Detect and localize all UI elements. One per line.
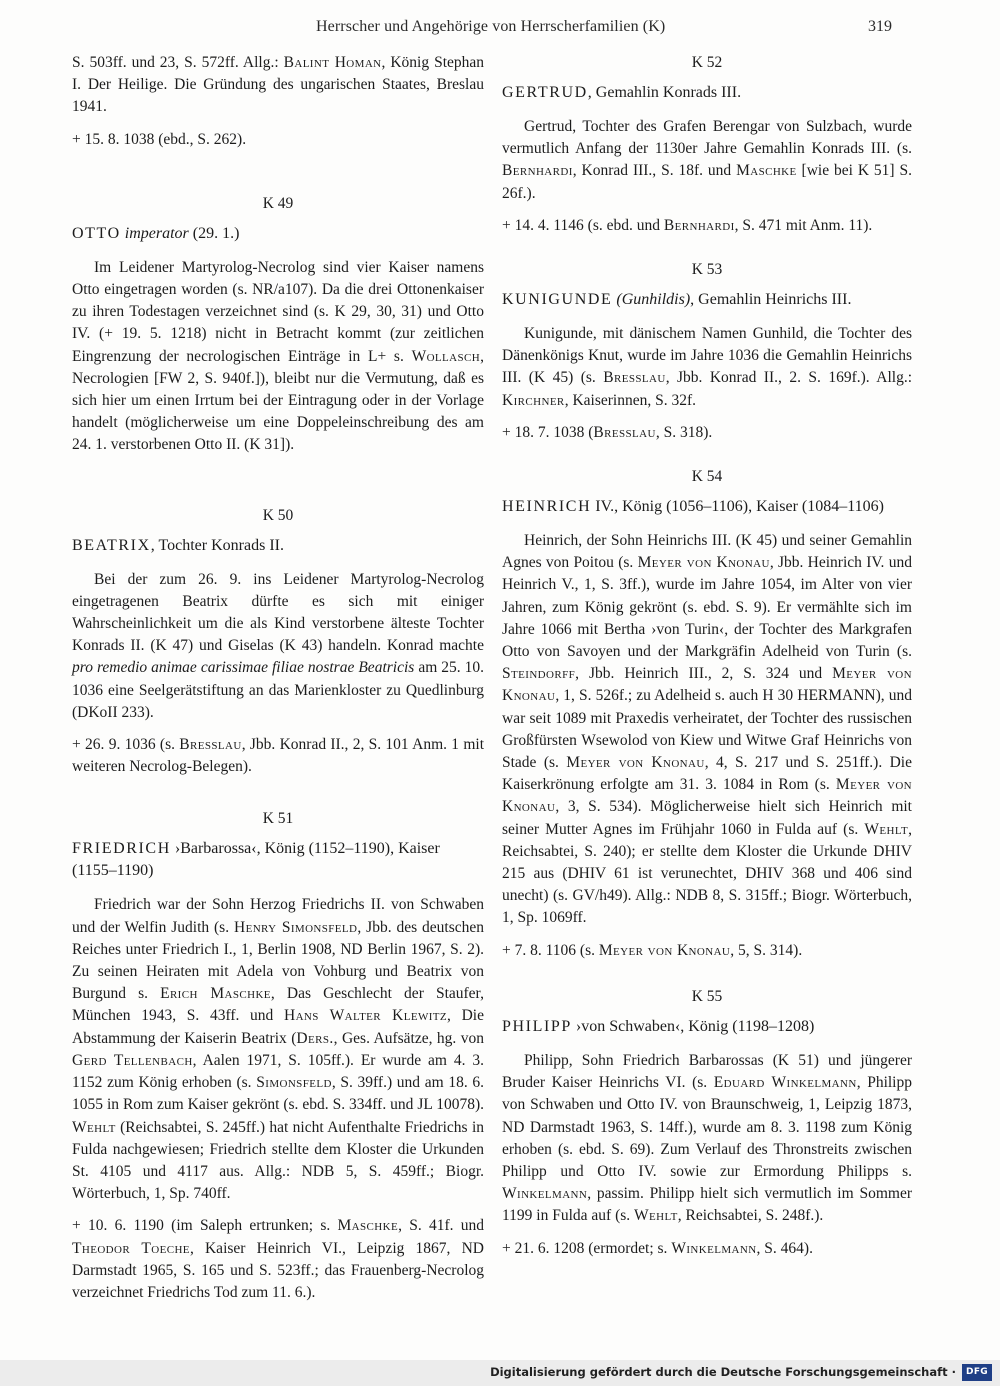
author-name: Meyer von Knonau <box>598 941 731 959</box>
text-run: Philipp, Sohn Friedrich Barbarossas (K 51) und jüngerer Bruder Kaiser Heinrichs VI. (s. <box>502 1051 912 1092</box>
text-run: Gertrud, Tochter des Grafen Berengar von Sulzbach, wurde vermutlich Anfang der 1130er Jahre Gemahlin Konrads III. (s. <box>502 118 912 158</box>
text-run: + 18. 7. 1038 ( <box>502 423 594 441</box>
entry-title-italic: (Gunhildis) <box>616 291 691 309</box>
author-name: Bernhardi <box>502 162 573 180</box>
entry-id-k49: K 49 <box>262 194 294 212</box>
text-run: + 14. 4. 1146 (s. ebd. und <box>502 216 664 234</box>
text-run: Kunigunde, mit dänischem Namen Gunhild, die Tochter des Dänenkönigs Knut, wurde im Jahre 1036 die Gemahlin Heinrichs III. (K 45) (s. <box>502 325 912 387</box>
text-run: , 5, S. 314). <box>730 941 803 959</box>
entry-id-k55: K 55 <box>691 987 723 1005</box>
author-name: Wehlt <box>634 1207 678 1225</box>
text-run: , S. 39ff.) und am 18. 6. 1055 in Rom zum Kaiser gekrönt (s. ebd. S. 334ff. und JL 10078). <box>72 1074 484 1114</box>
entry-title: , Tochter Konrads II. <box>150 536 284 554</box>
text-run: Friedrich war der Sohn Herzog Friedrichs II. von Schwaben und der Welfin Judith (s. <box>72 896 484 936</box>
text-run: , S. 318). <box>655 423 713 441</box>
death-date-k55 <box>502 1238 912 1260</box>
death-date: + 15. 8. 1038 (ebd., S. 262). <box>72 130 247 148</box>
text-run: + 21. 6. 1208 (ermordet; s. <box>502 1239 672 1257</box>
entry-name: PHILIPP <box>502 1017 572 1035</box>
entry-body-k54 <box>502 530 912 930</box>
text-run: , Jbb. Heinrich III., 2, S. 324 und <box>575 665 833 683</box>
author-name: Wollasch <box>411 347 481 365</box>
text-run: , S. 464). <box>756 1239 813 1257</box>
latin-quote: pro remedio animae carissimae filiae nostrae Beatricis <box>72 659 415 677</box>
author-name: Hans Walter Klewitz <box>283 1007 448 1025</box>
entry-id-k54: K 54 <box>691 468 723 486</box>
author-name: Meyer von Knonau <box>637 554 770 572</box>
entry-body-k50 <box>72 569 484 724</box>
entry-title: ›von Schwaben‹, König (1198–1208) <box>571 1017 815 1035</box>
text-run: , Philipp von Schwaben und Otto IV. von Braunschweig, 1, Leipzig 1873, ND Darmstadt 1963, S. 14ff.), wurde am 8. 3. 1198 zum König erhoben (s. ebd. S. 69). Zum Verlauf des Thronstreits zwischen Philipp und Otto IV. sowie zur Ermordung Philipps s. <box>502 1074 912 1180</box>
entry-title: (29. 1.) <box>188 224 240 242</box>
entry-id-k50: K 50 <box>262 506 294 524</box>
running-header <box>0 14 1000 40</box>
footer-credit: Digitalisierung gefördert durch die Deutsche Forschungsgemeinschaft · <box>490 1365 956 1379</box>
text-run: , Kaiser Heinrich VI., Leipzig 1867, ND Darmstadt 1965, S. 165 und S. 523ff.; das Frauenberg-Necrolog verzeichnet Friedrichs Tod zum 11. 6.). <box>72 1239 484 1301</box>
death-date-k52 <box>502 215 912 237</box>
text-run: , 1, S. 526f.; zu Adelheid s. auch H 30 HERMANN), und war seit 1089 mit Praxedis verheiratet, der Tochter des russischen Großfürsten Wsewolod von Kiew und Witwe Graf Heinrichs von Stade (s. <box>502 687 912 772</box>
author-name: Bernhardi <box>663 216 735 234</box>
author-name: Meyer von Knonau <box>502 665 912 705</box>
author-name: Eduard Winkelmann <box>713 1074 857 1092</box>
entry-heading-k50 <box>72 535 484 557</box>
entry-title: , Gemahlin Konrads III. <box>587 84 742 101</box>
entry-title: ›Barbarossa‹, König (1152–1190), Kaiser (1155–1190) <box>72 840 440 880</box>
entry-title: IV., König (1056–1106), Kaiser (1084–1106) <box>591 498 884 516</box>
author-name: Henry Simonsfeld <box>234 918 358 936</box>
digitization-footer <box>0 1360 1000 1386</box>
text-run: , Jbb. Konrad II., 2. S. 169f.). Allg.: <box>665 369 912 387</box>
text-run: , S. 471 mit Anm. 11). <box>734 216 873 234</box>
entry-title: , Gemahlin Heinrichs III. <box>690 291 852 309</box>
text-run: , Das Geschlecht der Staufer, München 1943, S. 43ff. und <box>72 985 484 1025</box>
entry-body-k51 <box>72 894 484 1205</box>
entry-name: GERTRUD <box>502 84 588 101</box>
dfg-logo-icon: DFG <box>962 1364 992 1381</box>
entry-heading-k52 <box>502 82 912 104</box>
death-date-k50 <box>72 734 484 778</box>
author-name: Winkelmann <box>502 1185 588 1203</box>
entry-id-k52: K 52 <box>691 54 723 71</box>
text-run: , König Stephan I. Der Heilige. Die Gründung des ungarischen Staates, Breslau 1941. <box>72 54 485 116</box>
entry-heading-k49 <box>72 223 484 245</box>
author-name: Steindorff <box>502 665 576 683</box>
entry-id-k53: K 53 <box>691 261 723 279</box>
text-run: , Jbb. Heinrich IV. und Heinrich V., 1, S. 3ff.), wurde im Jahre 1054, im Alter von vier Jahren, zum König gekrönt (s. ebd. S. 9). Er vermählte sich im Jahre 1066 mit Bertha ›von Turin‹, der Tochter des Markgrafen Otto von Savoyen und der Markgräfin Adelheid von Turin (s. <box>502 554 912 661</box>
page-number: 319 <box>868 18 892 35</box>
text-run: , Reichsabtei, S. 248f.). <box>677 1207 824 1225</box>
text-run: + 26. 9. 1036 (s. <box>72 736 180 754</box>
right-column <box>502 52 912 1260</box>
entry-name: FRIEDRICH <box>72 840 171 858</box>
running-title: Herrscher und Angehörige von Herrscherfamilien (K) <box>316 18 666 35</box>
text-run: Im Leidener Martyrolog-Necrolog sind vier Kaiser namens Otto eingetragen worden (s. NR/a107). Da die drei Ottonenkaiser zu ihren Todestagen verzeichnet sind (s. K 29, 30, 31) und Otto IV. (+ 19. 5. 1218) nicht in Betracht kommt (zur zeitlichen Eingrenzung der necrologischen Einträge in L+ s. <box>72 258 484 365</box>
entry-id-k51: K 51 <box>262 810 294 828</box>
left-column <box>72 52 484 1304</box>
author-name: Wehlt <box>72 1118 116 1136</box>
entry-name: BEATRIX <box>72 536 151 554</box>
author-name: Maschke <box>337 1217 399 1235</box>
entry-body-k53 <box>502 323 912 412</box>
text-run: (Reichsabtei, S. 245ff.) hat nicht Aufenthalte Friedrichs in Fulda nachgewiesen; Friedrich stellte dem Kloster die Urkunden St. 4105 und 4117 aus. Allg.: NDB 5, S. 459ff.; Biogr. Wörterbuch, 1, Sp. 740ff. <box>72 1118 484 1203</box>
entry-title-italic: imperator <box>124 224 189 242</box>
death-date-k54 <box>502 940 912 962</box>
author-name: Ders. <box>296 1029 334 1047</box>
author-name: Simonsfeld <box>256 1074 332 1092</box>
entry-name: KUNIGUNDE <box>502 291 613 309</box>
text-run: [wie bei K 51] S. 26f.). <box>502 162 912 202</box>
text-run: + 10. 6. 1190 (im Saleph ertrunken; s. <box>72 1217 338 1235</box>
text-run: , Necrologien [FW 2, S. 940f.]), bleibt nur die Vermutung, daß es sich hier um einen Irrtum bei der Eintragung oder in der Vorlage handelt (möglicherweise um eine Doppeleinschreibung des am 24. 1. verstorbenen Otto II. (K 31]). <box>72 347 484 454</box>
text-run: + 7. 8. 1106 (s. <box>502 941 599 959</box>
author-name: Balint Homan <box>283 54 382 71</box>
author-name: Maschke <box>736 162 797 180</box>
author-name: Kirchner <box>502 391 565 409</box>
author-name: Bresslau <box>603 369 666 387</box>
author-name: Meyer von Knonau <box>566 754 705 772</box>
text-run: , Reichsabtei, S. 240); er stellte dem Kloster die Urkunde DHIV 215 aus (DHIV 61 ist verunechtet, DHIV 368 und 406 sind unecht) (s. GV/h49). Allg.: NDB 8, S. 315ff.; Biogr. Wörterbuch, 1, Sp. 1069ff. <box>502 820 912 927</box>
death-date-k51 <box>72 1215 484 1304</box>
author-name: Winkelmann <box>671 1239 757 1257</box>
text-run: , Aalen 1971, S. 105ff.). Er wurde am 4. 3. 1152 zum König erhoben (s. <box>72 1051 484 1092</box>
text-run: , passim. Philipp hielt sich vermutlich im Sommer 1199 in Fulda auf (s. <box>502 1185 912 1225</box>
author-name: Gerd Tellenbach <box>72 1051 193 1069</box>
text-run: Bei der zum 26. 9. ins Leidener Martyrolog-Necrolog eingetragenen Beatrix dürfte es sich mit einiger Wahrscheinlichkeit um die als Kind verstorbene älteste Tochter Konrads II. (K 47) und Giselas (K 43) handeln. Konrad machte <box>72 570 484 655</box>
text-run: , S. 41f. und <box>398 1217 484 1235</box>
text-run: , 3, S. 534). Möglicherweise hielt sich Heinrich mit seiner Mutter Agnes im Frühjahr 1060 in Fulda auf (s. <box>502 798 912 838</box>
author-name: Erich Maschke <box>160 985 271 1003</box>
text-run: , Konrad III., S. 18f. und <box>572 162 737 180</box>
text-run: Heinrich, der Sohn Heinrichs III. (K 45) und seiner Gemahlin Agnes von Poitou (s. <box>502 532 912 572</box>
entry-heading-k53 <box>502 289 912 311</box>
entry-name: HEINRICH <box>502 498 592 516</box>
paragraph-continuation <box>72 52 484 119</box>
entry-body-k52 <box>502 116 912 205</box>
entry-body-k55 <box>502 1050 912 1228</box>
text-run: am 25. 10. 1036 eine Seelgerätstiftung an das Marienkloster zu Quedlinburg (DKoII 233). <box>72 659 485 721</box>
text-run: , Ges. Aufsätze, hg. von <box>333 1029 484 1047</box>
entry-body-k49 <box>72 257 484 457</box>
text-run: , Jbb. Konrad II., 2, S. 101 Anm. 1 mit weiteren Necrolog-Belegen). <box>72 736 484 776</box>
text-run: , Jbb. des deutschen Reiches unter Friedrich I., 1, Berlin 1908, ND Berlin 1967, S. 2). Zu seinen Heiraten mit Adela von Vohburg und Beatrix von Burgund s. <box>72 918 485 1003</box>
entry-heading-k51 <box>72 838 484 882</box>
text-run: , Kaiserinnen, S. 32f. <box>564 391 696 409</box>
entry-heading-k55 <box>502 1016 912 1038</box>
entry-name: OTTO <box>72 224 121 242</box>
author-name: Bresslau <box>179 736 242 754</box>
author-name: Bresslau <box>593 423 656 441</box>
entry-heading-k54 <box>502 496 912 518</box>
author-name: Wehlt <box>864 820 909 838</box>
text-run: , Die Abstammung der Kaiserin Beatrix ( <box>72 1007 484 1047</box>
author-name: Meyer von Knonau <box>502 776 913 816</box>
death-date-k53 <box>502 422 912 444</box>
author-name: Theodor Toeche <box>72 1239 190 1257</box>
text-run: , 4, S. 217 und S. 251ff.). Die Kaiserkrönung erfolgte am 31. 3. 1084 in Rom (s. <box>502 754 912 794</box>
text-run: S. 503ff. und 23, S. 572ff. Allg.: <box>72 54 284 71</box>
